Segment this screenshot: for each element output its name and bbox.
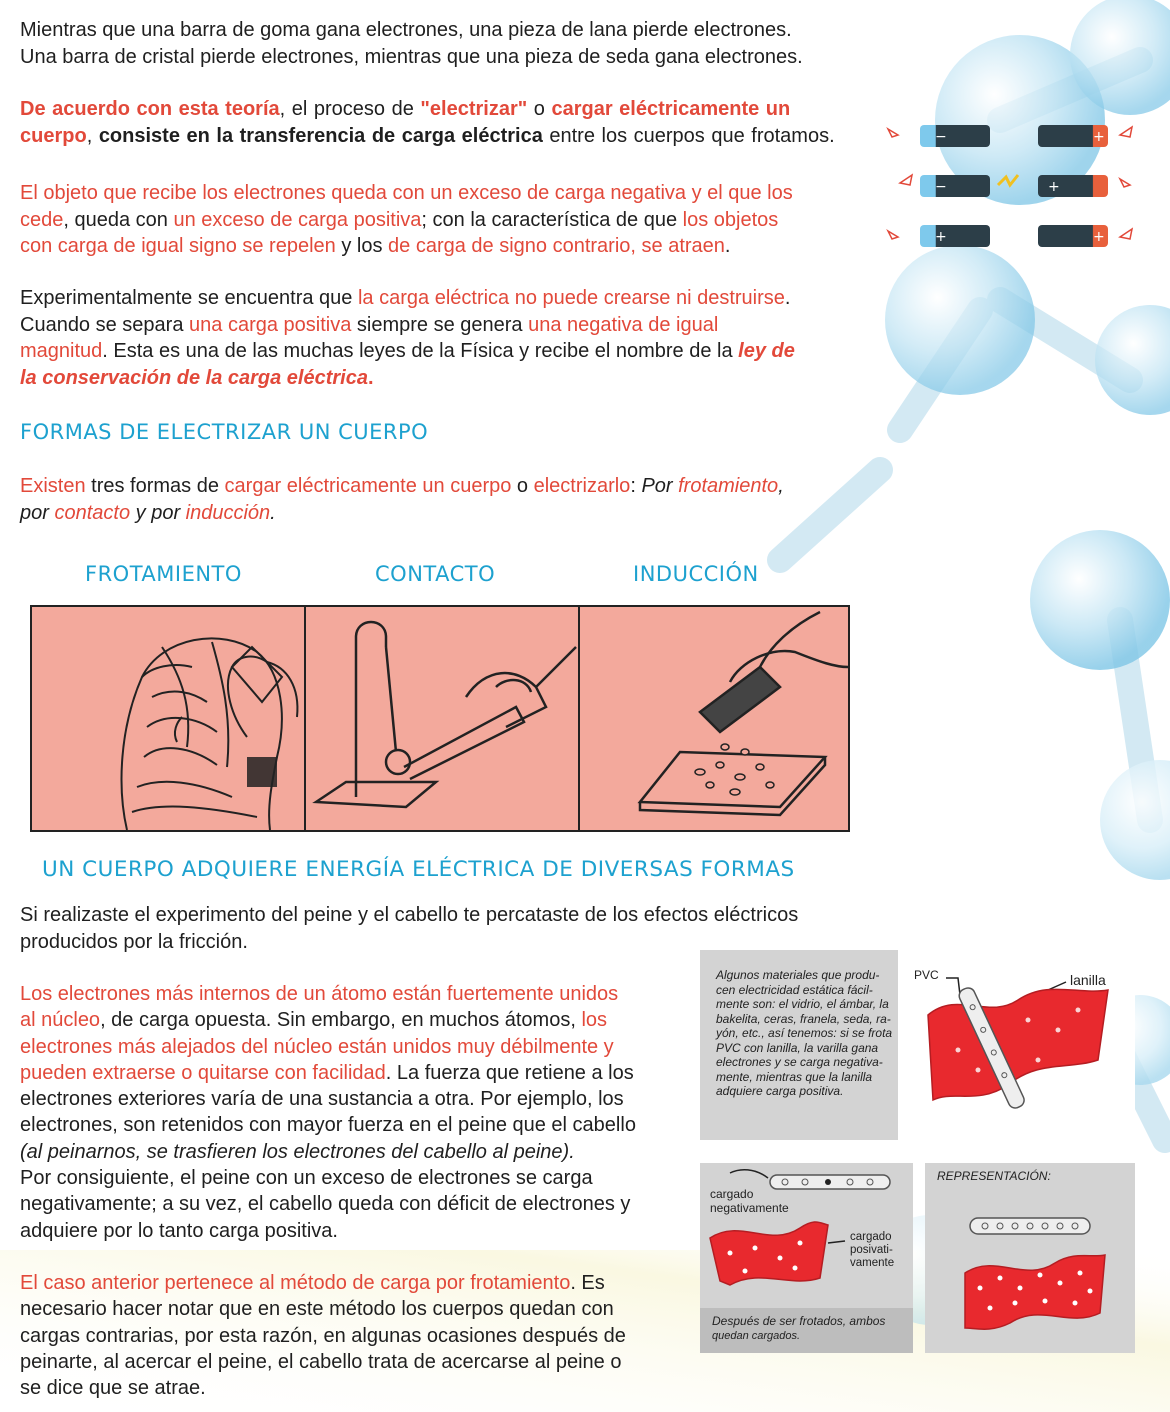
experiment-paragraph: Si realizaste el experimento del peine y el cabello te percataste de los efectos eléctricos producidos por la fricción.: [20, 904, 799, 953]
charged-caption-bar: Después de ser frotados, ambos quedan cargados.: [700, 1308, 913, 1353]
battery-row-1: [888, 125, 1132, 147]
charged-objects-box: [700, 1163, 913, 1353]
theory-paragraph: De acuerdo con esta teoría, el proceso de "electrizar" o cargar eléctricamente un cuerpo, consiste en la transferencia de carga eléctrica entre los cuerpos que frotamos.: [20, 98, 835, 147]
hair-combing-illustration: [32, 607, 304, 830]
electroscope-illustration: [306, 607, 578, 830]
section-heading-energia: UN CUERPO ADQUIERE ENERGÍA ELÉCTRICA DE DIVERSAS FORMAS: [42, 857, 795, 882]
negativamente-label: negativamente: [710, 1201, 789, 1215]
cargado-label: cargado: [710, 1187, 754, 1201]
plus-symbol: +: [1048, 179, 1060, 195]
minus-symbol: −: [935, 129, 947, 145]
intro-line-1: Mientras que una barra de goma gana electrones, una pieza de lana pierde electrones.: [20, 19, 792, 41]
label-contacto: CONTACTO: [375, 562, 496, 586]
plus-symbol: +: [1093, 129, 1105, 145]
representation-box: [925, 1163, 1135, 1353]
pvc-label: PVC: [914, 968, 939, 982]
static-materials-box: [700, 950, 1135, 1140]
electrons-paragraph: Los electrones más internos de un átomo están fuertemente unidos al núcleo, de carga opuesta. Sin embargo, en muchos átomos, los electrones más alejados del núcleo están unidos muy débilmente y pueden extraerse o quitarse con facilidad. La fuerza que retiene a los electrones exteriores varía de una sustancia a otra. Por ejemplo, los electrones, son retenidos con mayor fuerza en el peine que el cabello (al peinarnos, se trasfieren los electrones del cabello al peine). Por consiguiente, el peine con un exceso de electrones se carga negativamente; a su vez, el cabello queda con déficit de electrones y adquiere por lo tanto carga positiva.: [20, 983, 636, 1242]
lanilla-label: lanilla: [1070, 972, 1106, 988]
posivativamente-label: cargado posivati- vamente: [850, 1231, 895, 1269]
contacto-panel: [304, 605, 580, 832]
charge-paragraph: El objeto que recibe los electrones queda con un exceso de carga negativa y el que los cede, queda con un exceso de carga positiva; con la característica de que los objetos con carga de igual signo se repelen y los de carga de signo contrario, se atraen.: [20, 182, 793, 257]
intro-paragraph: [20, 17, 870, 70]
frotamiento-panel: [30, 605, 306, 832]
representation-figure: [925, 1163, 1135, 1353]
label-induccion: INDUCCIÓN: [633, 562, 759, 586]
label-frotamiento: FROTAMIENTO: [85, 562, 242, 586]
induccion-panel: [578, 605, 850, 832]
representacion-label: REPRESENTACIÓN:: [937, 1169, 1051, 1183]
plus-symbol: +: [1093, 229, 1105, 245]
intro-line-2: Una barra de cristal pierde electrones, mientras que una pieza de seda gana electrones.: [20, 45, 803, 68]
conservation-paragraph: Experimentalmente se encuentra que la carga eléctrica no puede crearse ni destruirse. Cuando se separa una carga positiva siempre se genera una negativa de igual magnitud. Esta es una de las muchas leyes de la Física y recibe el nombre de la ley de la conservación de la carga eléctrica.: [20, 287, 795, 389]
battery-row-3: [888, 225, 1132, 247]
brush-paper-illustration: [580, 607, 848, 830]
friction-method-paragraph: El caso anterior pertenece al método de carga por frotamiento. Es necesario hacer notar que en este método los cuerpos quedan con cargas contrarias, por esta razón, en algunas ocasiones después de peinarte, al acercar el peine, el cabello trata de acercarse al peine o se dice que se atrae.: [20, 1272, 626, 1400]
minus-symbol: −: [935, 179, 947, 195]
pvc-lanilla-figure: [898, 950, 1135, 1140]
section-heading-formas: FORMAS DE ELECTRIZAR UN CUERPO: [20, 420, 429, 444]
battery-row-2: [900, 175, 1130, 197]
charge-interaction-illustration: [880, 115, 1140, 255]
static-materials-text: Algunos materiales que produ- cen electricidad estática fácil- mente son: el vidrio, el ámbar, la bakelita, ceras, franela, seda, ra- yón, etc., así tenemos: si se frota PVC con lanilla, la varilla gana electrones y se carga negativa- mente, mientras que la lanilla adquiere carga positiva.: [716, 968, 893, 1098]
plus-symbol: +: [935, 229, 947, 245]
methods-paragraph: Existen tres formas de cargar eléctricamente un cuerpo o electrizarlo: Por frotamiento, por contacto y por inducción.: [20, 475, 784, 524]
